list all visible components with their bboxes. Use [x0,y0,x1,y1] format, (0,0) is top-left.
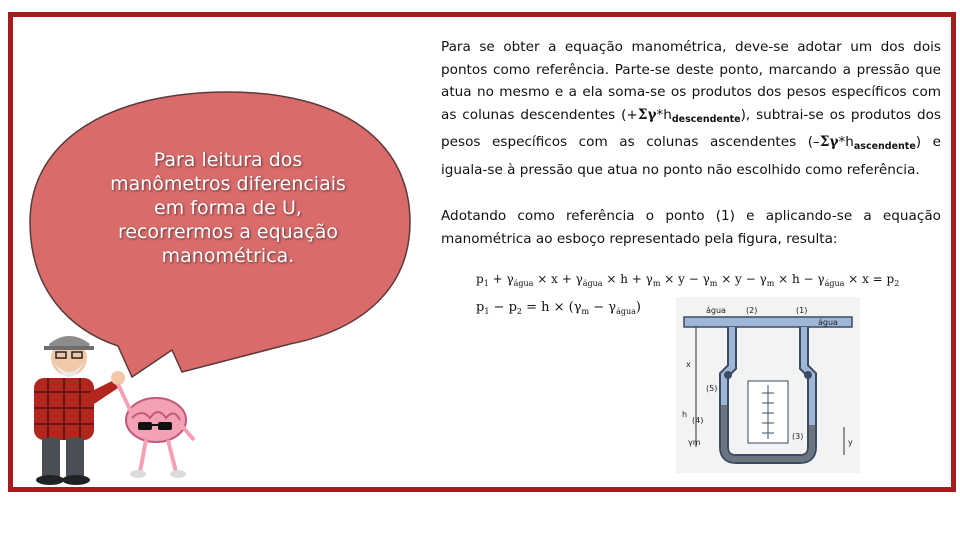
fig-label-point-4: (4) [692,416,704,425]
paragraph-result-intro: Adotando como referência o ponto (1) e aplicando-se a equação manométrica ao esboço representado pela figura, resulta: [441,208,941,247]
fig-label-point-3: (3) [792,432,804,441]
equation-1: $p_1 + \gamma_{água} \times x + \gamma_{água} \times h + \gamma_m \times y - \gamma_m \times y - \gamma_m \times h - \gamma_{água} \times x = p_2$ [476,272,900,288]
bubble-text [78,148,378,268]
fig-label-y: y [848,438,853,447]
para1-sigma-gamma-2: Σγ [819,134,839,150]
bubble-line-5: manométrica. [161,245,295,267]
fig-label-gamma-m: γm [688,438,701,447]
equation-2: $p_1 - p_2 = h \times (\gamma_m - \gamma_{água})$ [476,300,641,316]
professor-and-brain-illustration [14,322,214,486]
para1-text-a: Para se obter a equação manométrica, deve-se adotar um dos dois pontos como referência. Parte-se deste ponto, marcando a pressão que atua no mesmo e a ela soma-se os produtos dos pesos específicos com as colunas descendentes (+ [441,39,941,123]
para1-sub-ascendente: ascendente [853,141,916,152]
fig-label-point-5: (5) [706,384,718,393]
bubble-line-1: Para leitura dos [153,149,303,171]
fig-label-point-2: (2) [746,306,758,315]
differential-manometer-figure [676,297,860,473]
para1-text-d: *h [838,134,854,150]
fig-label-agua-left: água [706,306,726,315]
bubble-line-4: recorrermos a equação [117,221,339,243]
fig-label-agua-right: água [818,318,838,327]
para1-text-c: ), subtrai-se os produtos dos pesos específicos com as colunas ascendentes (– [441,106,941,150]
bubble-line-3: em forma de U, [154,197,302,219]
para1-sigma-gamma-1: Σγ [637,106,657,123]
para1-text-b: *h [656,106,672,123]
bubble-line-2: manômetros diferenciais [110,173,346,195]
fig-label-h: h [682,410,688,419]
para1-text-e: ) e iguala-se à pressão que atua no ponto não escolhido como referência. [441,134,941,178]
paragraph-reference-method [441,36,941,181]
fig-label-x: x [686,360,691,369]
para1-sub-descendente: descendente [671,113,741,125]
fig-label-point-1: (1) [796,306,808,315]
